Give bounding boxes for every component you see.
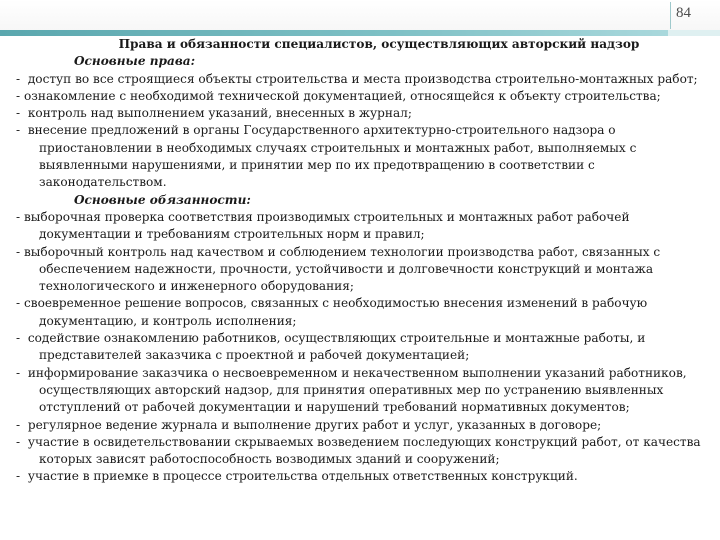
rights-list [16,71,712,192]
list-item: - ознакомление с необходимой технической документацией, относящейся к объекту строительства; [16,88,661,103]
list-item: - выборочная проверка соответствия производимых строительных и монтажных работ рабочей документации и требованиям строительных норм и правил; [16,209,630,242]
page-number: 84 [676,5,691,21]
header-band [0,0,720,30]
list-item: - доступ во все строящиеся объекты строительства и места производства строительно-монтажных работ; [16,71,698,86]
list-item: - содействие ознакомлению работников, осуществляющих строительные и монтажные работы, и представителей заказчика с проектной и рабочей документацией; [16,331,646,363]
duties-heading: Основные обязанности: [74,192,251,207]
list-item: - информирование заказчика о несвоевременном и некачественном выполнении указаний работников, осуществляющих авторский надзор, для принятия оперативных мер по устранению выявленных отступлений от рабочей документации и нарушений требований нормативных документов; [16,365,687,415]
list-item: - участие в освидетельствовании скрываемых возведением последующих конструкций работ, от качества которых зависят работоспособность возводимых зданий и сооружений; [16,434,701,467]
duties-list [16,209,712,486]
list-item: - своевременное решение вопросов, связанных с необходимостью внесения изменений в рабочую документацию, и контроль исполнения; [16,296,648,328]
list-item: - участие в приемке в процессе строительства отдельных ответственных конструкций. [16,469,578,484]
document-body [16,36,712,486]
list-item: - выборочный контроль над качеством и соблюдением технологии производства работ, связанных с обеспечением надежности, прочности, устойчивости и долговечности конструкций и монтажа технологического и инженерного оборудования; [16,244,661,294]
list-item: - регулярное ведение журнала и выполнение других работ и услуг, указанных в договоре; [16,417,602,432]
rights-heading: Основные права: [74,54,196,69]
page-title: Права и обязанности специалистов, осуществляющих авторский надзор [118,37,640,51]
list-item: - контроль над выполнением указаний, внесенных в журнал; [16,106,412,121]
list-item: - внесение предложений в органы Государственного архитектурно-строительного надзора о приостановлении в необходимых случаях строительных и монтажных работ, выполняемых с выявленными нарушениями, и принятии мер по их предотвращению в соответствии с законодательством. [16,123,637,190]
